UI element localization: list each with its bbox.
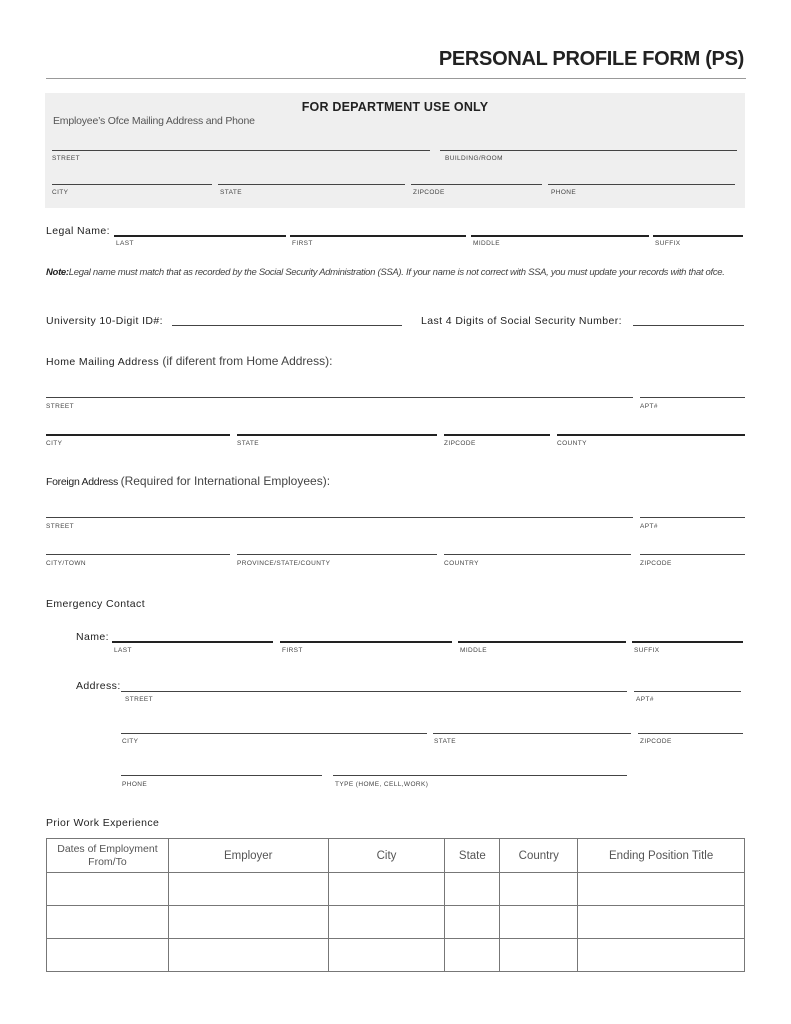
work-heading: Prior Work Experience — [46, 817, 160, 829]
foreign-zip-label: ZIPCODE — [640, 560, 672, 567]
emergency-suffix-label: SUFFIX — [634, 647, 660, 654]
table-cell[interactable] — [47, 939, 169, 972]
emergency-zip-label: ZIPCODE — [640, 738, 672, 745]
ssn-label: Last 4 Digits of Social Security Number: — [421, 315, 622, 327]
foreign-address-label — [46, 474, 330, 488]
table-cell[interactable] — [168, 939, 328, 972]
home-apt-field[interactable] — [640, 397, 745, 398]
university-id-label: University 10-Digit ID#: — [46, 315, 163, 327]
emergency-last-label: LAST — [114, 647, 132, 654]
table-cell[interactable] — [500, 939, 578, 972]
emergency-name-label: Name: — [76, 631, 109, 643]
emergency-middle-label: MIDDLE — [460, 647, 487, 654]
legal-suffix-field[interactable] — [653, 235, 743, 237]
department-subheading: Employee’s Ofce Mailing Address and Phone — [53, 115, 255, 127]
dept-city-field[interactable] — [52, 184, 212, 185]
note-prefix: Note: — [46, 267, 69, 278]
work-header-row — [47, 839, 745, 873]
emergency-heading: Emergency Contact — [46, 598, 146, 610]
table-cell[interactable] — [578, 873, 745, 906]
table-cell[interactable] — [47, 873, 169, 906]
foreign-city-label: CITY/TOWN — [46, 560, 86, 567]
dept-street-field[interactable] — [52, 150, 430, 151]
title-rule — [46, 78, 746, 79]
emergency-type-label: TYPE (HOME, CELL,WORK) — [335, 781, 429, 788]
dept-phone-label: PHONE — [551, 189, 577, 196]
emergency-zip-field[interactable] — [638, 733, 743, 734]
home-city-field[interactable] — [46, 434, 230, 436]
dept-phone-field[interactable] — [548, 184, 735, 185]
col-state: State — [445, 839, 500, 873]
col-country: Country — [500, 839, 578, 873]
emergency-apt-field[interactable] — [634, 691, 741, 692]
home-street-field[interactable] — [46, 397, 633, 398]
dept-street-label: STREET — [52, 155, 81, 162]
foreign-apt-label: APT# — [640, 523, 658, 530]
table-cell[interactable] — [445, 939, 500, 972]
home-state-label: STATE — [237, 440, 259, 447]
emergency-suffix-field[interactable] — [632, 641, 743, 643]
department-heading: FOR DEPARTMENT USE ONLY — [301, 100, 489, 114]
legal-first-field[interactable] — [290, 235, 466, 237]
legal-name-label: Legal Name: — [46, 225, 110, 237]
foreign-country-label: COUNTRY — [444, 560, 479, 567]
ssa-note — [46, 265, 746, 280]
emergency-phone-label: PHONE — [122, 781, 148, 788]
legal-last-field[interactable] — [114, 235, 286, 237]
legal-middle-label: MIDDLE — [473, 240, 500, 247]
dept-city-label: CITY — [52, 189, 69, 196]
emergency-first-label: FIRST — [282, 647, 303, 654]
dept-state-label: STATE — [220, 189, 242, 196]
home-zip-label: ZIPCODE — [444, 440, 476, 447]
home-state-field[interactable] — [237, 434, 437, 436]
dept-zip-label: ZIPCODE — [413, 189, 445, 196]
department-section — [45, 93, 745, 208]
emergency-city-field[interactable] — [121, 733, 427, 734]
legal-suffix-label: SUFFIX — [655, 240, 681, 247]
foreign-apt-field[interactable] — [640, 517, 745, 518]
dept-building-label: BUILDING/ROOM — [445, 155, 503, 162]
table-cell[interactable] — [500, 873, 578, 906]
emergency-address-label: Address: — [76, 680, 121, 692]
emergency-city-label: CITY — [122, 738, 139, 745]
home-zip-field[interactable] — [444, 434, 550, 436]
university-id-field[interactable] — [172, 325, 402, 326]
foreign-street-field[interactable] — [46, 517, 633, 518]
ssn-field[interactable] — [633, 325, 744, 326]
home-county-field[interactable] — [557, 434, 745, 436]
emergency-type-field[interactable] — [333, 775, 627, 776]
emergency-phone-field[interactable] — [121, 775, 322, 776]
col-city: City — [328, 839, 445, 873]
table-cell[interactable] — [328, 906, 445, 939]
table-cell[interactable] — [578, 906, 745, 939]
note-text: Legal name must match that as recorded by the Social Security Administration (SSA). If your name is not correct with SSA, you must update your records with that ofce. — [68, 267, 725, 278]
emergency-state-field[interactable] — [433, 733, 631, 734]
home-county-label: COUNTY — [557, 440, 587, 447]
table-cell[interactable] — [328, 873, 445, 906]
table-row — [47, 939, 745, 972]
emergency-first-field[interactable] — [280, 641, 452, 643]
col-dates: Dates of Employment From/To — [47, 839, 169, 873]
foreign-city-field[interactable] — [46, 554, 230, 555]
home-street-label: STREET — [46, 403, 75, 410]
table-row — [47, 906, 745, 939]
foreign-street-label: STREET — [46, 523, 75, 530]
emergency-middle-field[interactable] — [458, 641, 626, 643]
legal-last-label: LAST — [116, 240, 134, 247]
dept-building-field[interactable] — [440, 150, 737, 151]
home-address-title: Home Mailing Address — [46, 356, 160, 368]
table-cell[interactable] — [445, 873, 500, 906]
table-cell[interactable] — [168, 906, 328, 939]
emergency-last-field[interactable] — [112, 641, 273, 643]
dept-state-field[interactable] — [218, 184, 405, 185]
table-cell[interactable] — [328, 939, 445, 972]
home-address-label — [46, 354, 332, 368]
foreign-zip-field[interactable] — [640, 554, 745, 555]
table-cell[interactable] — [500, 906, 578, 939]
legal-middle-field[interactable] — [471, 235, 649, 237]
table-cell[interactable] — [168, 873, 328, 906]
home-address-hint: (if diferent from Home Address): — [162, 354, 333, 368]
foreign-address-title: Foreign Address — [46, 476, 118, 488]
emergency-street-label: STREET — [125, 696, 154, 703]
table-cell[interactable] — [47, 906, 169, 939]
work-experience-table — [46, 838, 745, 972]
foreign-country-field[interactable] — [444, 554, 631, 555]
foreign-province-label: PROVINCE/STATE/COUNTY — [237, 560, 331, 567]
col-employer: Employer — [168, 839, 328, 873]
emergency-state-label: STATE — [434, 738, 456, 745]
col-position: Ending Position Title — [578, 839, 745, 873]
table-cell[interactable] — [578, 939, 745, 972]
emergency-apt-label: APT# — [636, 696, 654, 703]
table-row — [47, 873, 745, 906]
home-apt-label: APT# — [640, 403, 658, 410]
home-city-label: CITY — [46, 440, 63, 447]
form-title: PERSONAL PROFILE FORM (PS) — [438, 48, 744, 70]
table-cell[interactable] — [445, 906, 500, 939]
foreign-address-hint: (Required for International Employees): — [120, 474, 331, 488]
legal-first-label: FIRST — [292, 240, 313, 247]
foreign-province-field[interactable] — [237, 554, 437, 555]
dept-zip-field[interactable] — [411, 184, 542, 185]
emergency-street-field[interactable] — [121, 691, 627, 692]
